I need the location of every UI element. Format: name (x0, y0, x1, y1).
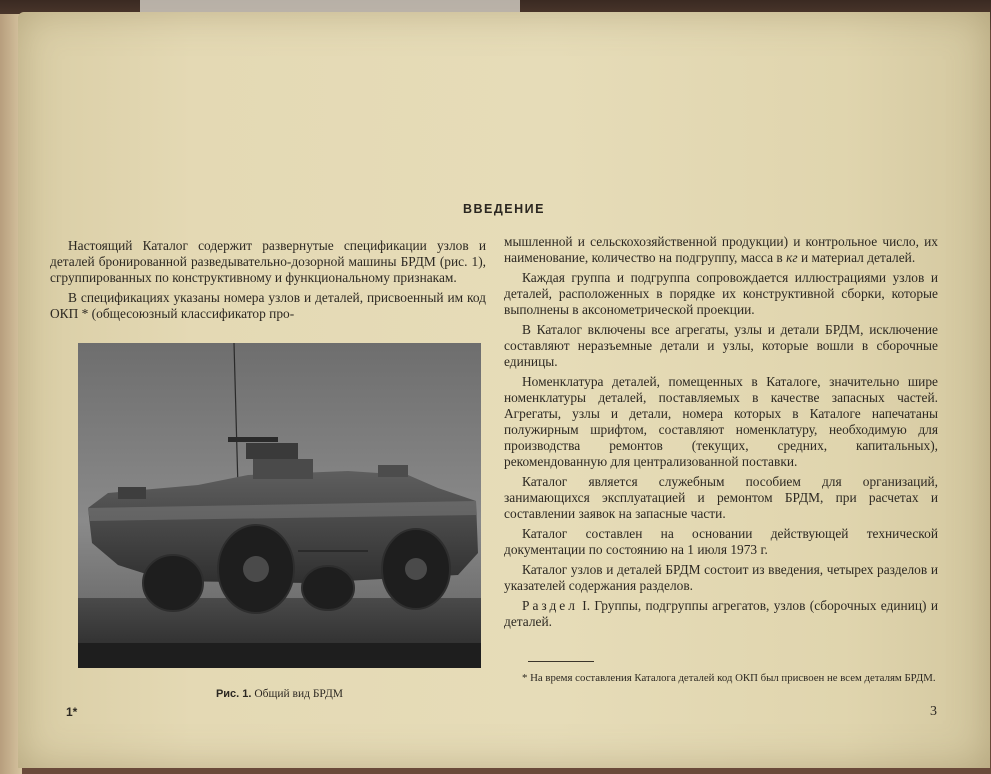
armored-vehicle-image (78, 343, 481, 668)
footnote-rule (528, 661, 594, 662)
paragraph: Каждая группа и подгруппа сопровождается иллюстрациями узлов и деталей, расположенных в порядке их конструктивной сборки, которые выполнены в аксонометрической проекции. (504, 270, 938, 317)
continuation-suffix: и материал деталей. (800, 250, 916, 265)
page-number: 3 (930, 704, 937, 719)
continuation-text: мышленной и сельскохозяйственной продукции) и контрольное число, их наименование, количество на подгруппу, масса (504, 234, 938, 265)
page-title: ВВЕДЕНИЕ (463, 202, 545, 216)
paragraph: В спецификациях указаны номера узлов и деталей, присвоенный им код ОКП * (общесоюзный классификатор про- (50, 290, 486, 321)
paragraph: Каталог является служебным пособием для организаций, занимающихся эксплуатацией и ремонтом БРДМ, при расчетах и составлении заявок на запасные части. (504, 474, 938, 521)
continuation-prefix: в (776, 250, 783, 265)
unit-kg: кг (786, 250, 798, 265)
paragraph: Каталог составлен на основании действующей технической документации по состоянию на 1 июля 1973 г. (504, 526, 938, 557)
section-paragraph (504, 598, 938, 630)
right-column (504, 234, 938, 634)
paragraph-continuation (504, 234, 938, 266)
caption-label: Рис. 1. (215, 688, 252, 700)
footnote (504, 672, 938, 685)
caption-text: Общий вид БРДМ (254, 688, 344, 700)
section-text: I. Группы, подгруппы агрегатов, узлов (сборочных единиц) и деталей. (504, 598, 938, 629)
signature-mark: 1* (66, 705, 78, 719)
book-page (18, 12, 990, 768)
paragraph: Настоящий Каталог содержит развернутые спецификации узлов и деталей бронированной разведывательно-дозорной машины БРДМ (рис. 1), сгруппированных по конструктивному и функциональному признакам. (50, 238, 486, 285)
figure-caption (78, 688, 481, 700)
paragraph: В Каталог включены все агрегаты, узлы и детали БРДМ, исключение составляют неразъемные детали и узлы, которые вошли в сборочные единицы. (504, 322, 938, 369)
paragraph: Каталог узлов и деталей БРДМ состоит из введения, четырех разделов и указателей содержания разделов. (504, 562, 938, 593)
paragraph: Номенклатура деталей, помещенных в Каталоге, значительно шире номенклатуры деталей, поставляемых в качестве запасных частей. Агрегаты, узлы и детали, номера которых в Каталоге напечатаны полужирным шрифтом, составляют номенклатуру, необходимую для производства ремонтов (текущих, средних, капитальных), рекомендованную для централизованной поставки. (504, 374, 938, 469)
section-word: Раздел (522, 598, 578, 613)
footnote-text: * На время составления Каталога деталей код ОКП был присвоен не всем деталям БРДМ. (522, 672, 936, 684)
left-column (50, 238, 486, 326)
brdm-photo (78, 343, 481, 668)
